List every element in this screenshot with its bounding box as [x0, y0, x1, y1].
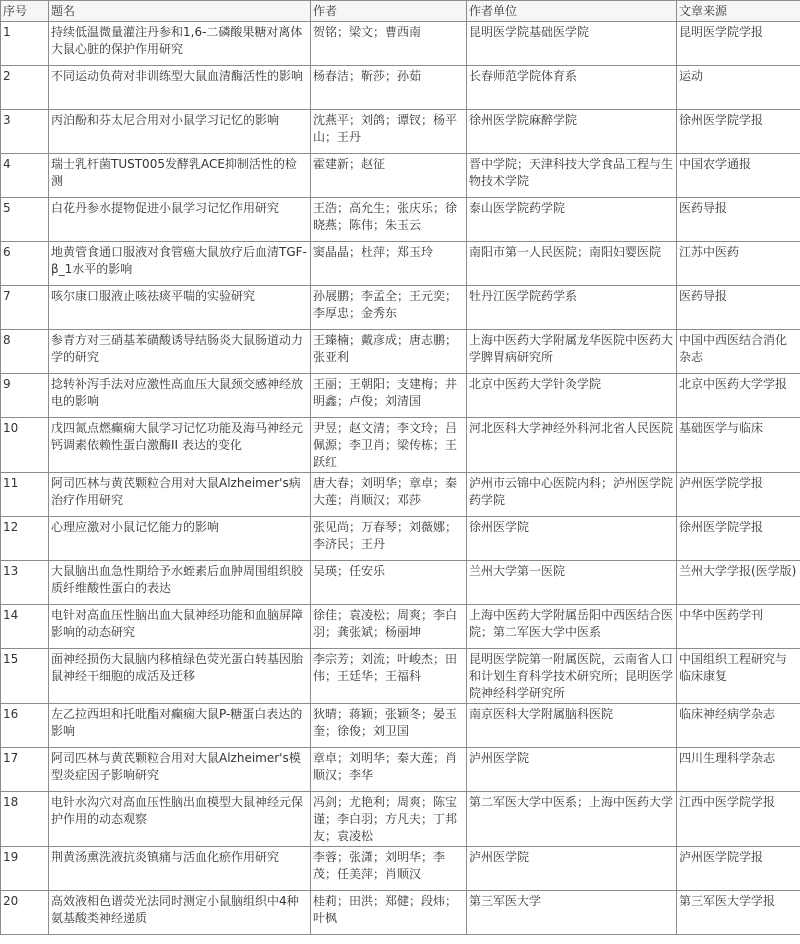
source: 中国农学通报 — [677, 154, 800, 198]
header-source: 文章来源 — [677, 1, 800, 22]
row-number: 18 — [1, 792, 49, 847]
row-number: 6 — [1, 242, 49, 286]
affiliation: 牡丹江医学院药学系 — [467, 286, 677, 330]
affiliation: 河北医科大学神经外科河北省人民医院 — [467, 418, 677, 473]
table-row — [1, 374, 800, 418]
table-row — [1, 517, 800, 561]
row-number: 11 — [1, 473, 49, 517]
row-number: 3 — [1, 110, 49, 154]
affiliation: 兰州大学第一医院 — [467, 561, 677, 605]
article-title: 持续低温微量灌注丹参和1,6-二磷酸果糖对离体大鼠心脏的保护作用研究 — [49, 22, 311, 66]
source: 北京中医药大学学报 — [677, 374, 800, 418]
source: 基础医学与临床 — [677, 418, 800, 473]
table-row — [1, 792, 800, 847]
affiliation: 第二军医大学中医系；上海中医药大学 — [467, 792, 677, 847]
affiliation: 第三军医大学 — [467, 891, 677, 935]
authors: 沈燕平；刘鸽；谭钗；杨平山；王丹 — [311, 110, 467, 154]
article-title: 阿司匹林与黄芪颗粒合用对大鼠Alzheimer's病治疗作用研究 — [49, 473, 311, 517]
authors: 张见尚；万春琴；刘薇娜；李济民；王丹 — [311, 517, 467, 561]
affiliation: 南阳市第一人民医院；南阳妇婴医院 — [467, 242, 677, 286]
source: 泸州医学院学报 — [677, 473, 800, 517]
authors: 尹昱；赵文清；李文玲；吕佩源；李卫肖；梁传栋；王跃红 — [311, 418, 467, 473]
article-title: 荆黄汤熏洗液抗炎镇痛与活血化瘀作用研究 — [49, 847, 311, 891]
authors: 窦晶晶；杜萍；郑玉玲 — [311, 242, 467, 286]
header-affiliation: 作者单位 — [467, 1, 677, 22]
source: 徐州医学院学报 — [677, 110, 800, 154]
article-title: 咳尔康口服液止咳祛痰平喘的实验研究 — [49, 286, 311, 330]
table-row — [1, 847, 800, 891]
authors: 王臻楠；戴彦成；唐志鹏；张亚利 — [311, 330, 467, 374]
table-row — [1, 110, 800, 154]
article-title: 左乙拉西坦和托吡酯对癫痫大鼠P-糖蛋白表达的影响 — [49, 704, 311, 748]
row-number: 20 — [1, 891, 49, 935]
source: 四川生理科学杂志 — [677, 748, 800, 792]
article-title: 白花丹参水提物促进小鼠学习记忆作用研究 — [49, 198, 311, 242]
source: 医药导报 — [677, 286, 800, 330]
authors: 王丽；王朝阳；支建梅；井明鑫；卢俊；刘清国 — [311, 374, 467, 418]
row-number: 10 — [1, 418, 49, 473]
header-no: 序号 — [1, 1, 49, 22]
table-row — [1, 605, 800, 649]
table-row — [1, 473, 800, 517]
affiliation: 泸州医学院 — [467, 847, 677, 891]
authors: 贺铭；梁文；曹西南 — [311, 22, 467, 66]
table-row — [1, 286, 800, 330]
row-number: 5 — [1, 198, 49, 242]
row-number: 2 — [1, 66, 49, 110]
affiliation: 徐州医学院麻醉学院 — [467, 110, 677, 154]
affiliation: 徐州医学院 — [467, 517, 677, 561]
table-row — [1, 330, 800, 374]
row-number: 13 — [1, 561, 49, 605]
authors: 杨春洁；靳莎；孙茹 — [311, 66, 467, 110]
table-row — [1, 198, 800, 242]
source: 江苏中医药 — [677, 242, 800, 286]
source: 兰州大学学报(医学版) — [677, 561, 800, 605]
row-number: 4 — [1, 154, 49, 198]
table-row — [1, 418, 800, 473]
article-title: 瑞士乳杆菌TUST005发酵乳ACE抑制活性的检测 — [49, 154, 311, 198]
article-title: 高效液相色谱荧光法同时测定小鼠脑组织中4种氨基酸类神经递质 — [49, 891, 311, 935]
source: 江西中医学院学报 — [677, 792, 800, 847]
source: 中华中医药学刊 — [677, 605, 800, 649]
affiliation: 昆明医学院第一附属医院，云南省人口和计划生育科学技术研究所；昆明医学院神经科学研究所 — [467, 649, 677, 704]
row-number: 14 — [1, 605, 49, 649]
table-row — [1, 748, 800, 792]
authors: 李蓉；张潇；刘明华；李茂；任美萍；肖顺汉 — [311, 847, 467, 891]
authors: 吴瑛；任安乐 — [311, 561, 467, 605]
header-row — [1, 1, 800, 22]
row-number: 12 — [1, 517, 49, 561]
source: 临床神经病学杂志 — [677, 704, 800, 748]
row-number: 15 — [1, 649, 49, 704]
affiliation: 上海中医药大学附属岳阳中西医结合医院；第二军医大学中医系 — [467, 605, 677, 649]
affiliation: 上海中医药大学附属龙华医院中医药大学脾胃病研究所 — [467, 330, 677, 374]
authors: 徐佳；袁凌松；周爽；李白羽；龚张斌；杨丽坤 — [311, 605, 467, 649]
table-row — [1, 242, 800, 286]
row-number: 17 — [1, 748, 49, 792]
authors: 冯剑；尤艳利；周爽；陈宝谨；李白羽；方凡夫；丁邦友；袁凌松 — [311, 792, 467, 847]
table-row — [1, 561, 800, 605]
article-title: 不同运动负荷对非训练型大鼠血清酶活性的影响 — [49, 66, 311, 110]
article-title: 丙泊酚和芬太尼合用对小鼠学习记忆的影响 — [49, 110, 311, 154]
table-row — [1, 154, 800, 198]
table-row — [1, 649, 800, 704]
authors: 桂莉；田洪；郑健；段炜；叶枫 — [311, 891, 467, 935]
authors: 李宗芳；刘流；叶峻杰；田伟；王廷华；王福科 — [311, 649, 467, 704]
table-row — [1, 704, 800, 748]
row-number: 7 — [1, 286, 49, 330]
row-number: 1 — [1, 22, 49, 66]
article-title: 戊四氮点燃癫痫大鼠学习记忆功能及海马神经元钙调素依赖性蛋白激酶II 表达的变化 — [49, 418, 311, 473]
source: 泸州医学院学报 — [677, 847, 800, 891]
row-number: 19 — [1, 847, 49, 891]
header-authors: 作者 — [311, 1, 467, 22]
article-title: 阿司匹林与黄芪颗粒合用对大鼠Alzheimer's模型炎症因子影响研究 — [49, 748, 311, 792]
affiliation: 晋中学院；天津科技大学食品工程与生物技术学院 — [467, 154, 677, 198]
authors: 王浩；高允生；张庆乐；徐晓燕；陈伟；朱玉云 — [311, 198, 467, 242]
row-number: 16 — [1, 704, 49, 748]
source: 第三军医大学学报 — [677, 891, 800, 935]
source: 徐州医学院学报 — [677, 517, 800, 561]
affiliation: 南京医科大学附属脑科医院 — [467, 704, 677, 748]
authors: 霍建新；赵征 — [311, 154, 467, 198]
affiliation: 北京中医药大学针灸学院 — [467, 374, 677, 418]
article-title: 电针对高血压性脑出血大鼠神经功能和血脑屏障影响的动态研究 — [49, 605, 311, 649]
article-title: 地黄管食通口服液对食管癌大鼠放疗后血清TGF-β_1水平的影响 — [49, 242, 311, 286]
source: 昆明医学院学报 — [677, 22, 800, 66]
authors: 狄晴；蒋颖；张颖冬；晏玉奎；徐俊；刘卫国 — [311, 704, 467, 748]
source: 中国中西医结合消化杂志 — [677, 330, 800, 374]
article-title: 参青方对三硝基苯磺酸诱导结肠炎大鼠肠道动力学的研究 — [49, 330, 311, 374]
source: 医药导报 — [677, 198, 800, 242]
affiliation: 泸州医学院 — [467, 748, 677, 792]
authors: 唐大春；刘明华；章卓；秦大莲；肖顺汉；邓莎 — [311, 473, 467, 517]
affiliation: 泸州市云锦中心医院内科；泸州医学院药学院 — [467, 473, 677, 517]
authors: 孙展鹏；李孟全；王元奕；李厚忠；金秀东 — [311, 286, 467, 330]
article-title: 大鼠脑出血急性期给予水蛭素后血肿周围组织胶质纤维酸性蛋白的表达 — [49, 561, 311, 605]
source: 运动 — [677, 66, 800, 110]
row-number: 8 — [1, 330, 49, 374]
affiliation: 昆明医学院基础医学院 — [467, 22, 677, 66]
article-title: 电针水沟穴对高血压性脑出血模型大鼠神经元保护作用的动态观察 — [49, 792, 311, 847]
article-title: 捻转补泻手法对应激性高血压大鼠颈交感神经放电的影响 — [49, 374, 311, 418]
article-title: 心理应激对小鼠记忆能力的影响 — [49, 517, 311, 561]
header-title: 题名 — [49, 1, 311, 22]
table-row — [1, 22, 800, 66]
table-row — [1, 66, 800, 110]
row-number: 9 — [1, 374, 49, 418]
article-title: 面神经损伤大鼠脑内移植绿色荧光蛋白转基因胎鼠神经干细胞的成活及迁移 — [49, 649, 311, 704]
affiliation: 泰山医学院药学院 — [467, 198, 677, 242]
table-row — [1, 891, 800, 935]
affiliation: 长春师范学院体育系 — [467, 66, 677, 110]
authors: 章卓；刘明华；秦大莲；肖顺汉；李华 — [311, 748, 467, 792]
source: 中国组织工程研究与临床康复 — [677, 649, 800, 704]
